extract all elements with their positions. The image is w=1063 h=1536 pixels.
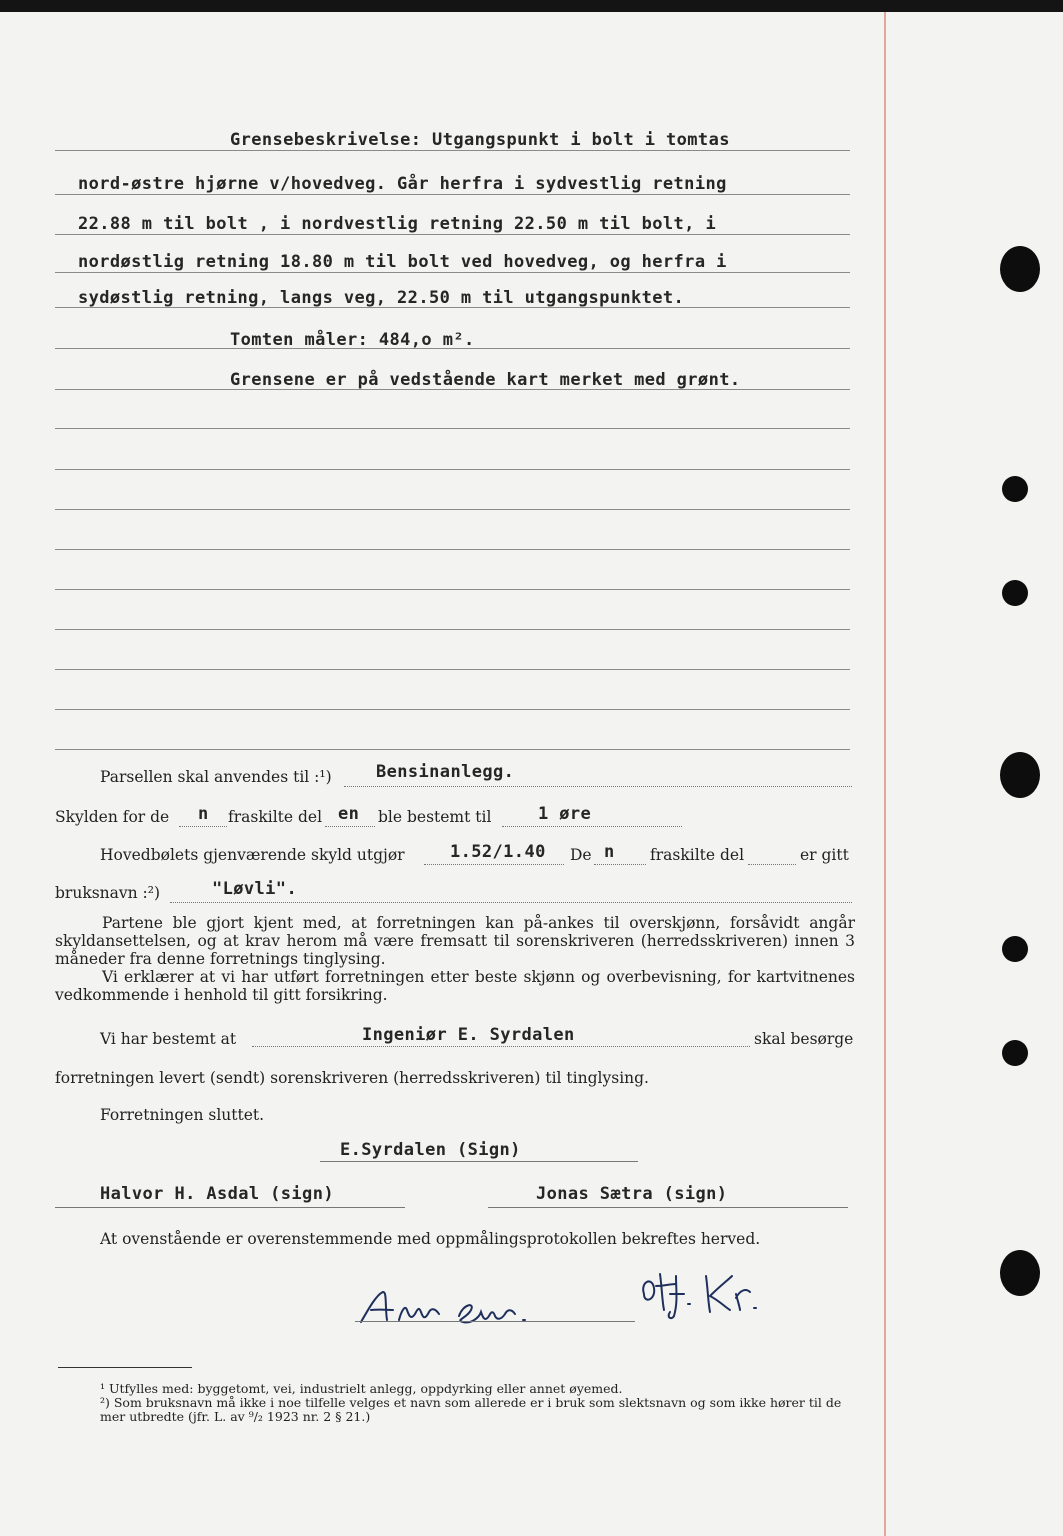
ruled-line [55, 629, 850, 630]
footnote-rule [58, 1367, 192, 1368]
hoved-label-3: fraskilte del [650, 846, 745, 864]
ruled-line [55, 709, 850, 710]
besorge-label-1: Vi har bestemt at [100, 1030, 237, 1048]
signature-right-line [488, 1207, 848, 1208]
hoved-label-4: er gitt [800, 846, 849, 864]
scan-top-border [0, 0, 1063, 12]
hoved-fill-1 [424, 864, 564, 865]
signature-main-line [320, 1161, 638, 1162]
hoved-value-2: n [604, 842, 615, 862]
punch-hole-4 [1000, 752, 1040, 798]
signature-left-line [55, 1207, 405, 1208]
besorge-line-2: forretningen levert (sendt) sorenskriveren (herredsskriveren) til tinglysing. [55, 1069, 649, 1087]
skyld-value-3: 1 øre [538, 804, 592, 824]
description-line-5: sydøstlig retning, langs veg, 22.50 m til utgangspunktet. [78, 288, 685, 308]
bruk-value: "Løvli". [212, 879, 298, 899]
footnotes [100, 1382, 860, 1424]
skyld-value-1: n [198, 804, 209, 824]
punch-hole-1 [1000, 246, 1040, 292]
besorge-label-2: skal besørge [754, 1030, 854, 1048]
skyld-label-3: ble bestemt til [378, 808, 492, 826]
certification-text: At ovenstående er overenstemmende med oppmålingsprotokollen bekreftes herved. [100, 1230, 761, 1248]
skyld-label-2: fraskilte del [228, 808, 323, 826]
description-line-4: nordøstlig retning 18.80 m til bolt ved hovedveg, og herfra i [78, 252, 727, 272]
signature-left: Halvor H. Asdal (sign) [100, 1184, 334, 1204]
punch-hole-5 [1002, 936, 1028, 962]
closing-text: Forretningen sluttet. [100, 1106, 265, 1124]
ruled-line [55, 150, 850, 151]
bruk-fill [170, 902, 852, 903]
ruled-line [55, 549, 850, 550]
footnote-1: ¹ Utfylles med: byggetomt, vei, industrielt anlegg, oppdyrking eller annet øyemed. [100, 1381, 623, 1396]
ruled-line [55, 194, 850, 195]
hoved-label-1: Hovedbølets gjenværende skyld utgjør [100, 846, 405, 864]
declaration-paragraph: Vi erklærer at vi har utført forretningen etter beste skjønn og overbevisning, for kartvitnenes vedkommende i henhold til gitt forsikring. [55, 968, 855, 1004]
skyld-fill-1 [179, 826, 227, 827]
use-label: Parsellen skal anvendes til :¹) [100, 768, 332, 786]
ruled-line [55, 428, 850, 429]
description-line-2: nord-østre hjørne v/hovedveg. Går herfra i sydvestlig retning [78, 174, 727, 194]
skyld-value-2: en [338, 804, 360, 824]
use-fill-line [344, 786, 852, 787]
footnote-2: ²) Som bruksnavn må ikke i noe tilfelle velges et navn som allerede er i bruk som slektsnavn og som ikke hører til de mer utbredte (jfr. L. av ⁹/₂ 1923 nr. 2 § 21.) [100, 1395, 842, 1424]
hoved-value-1: 1.52/1.40 [450, 842, 546, 862]
hoved-label-2: De [570, 846, 592, 864]
ruled-line [55, 234, 850, 235]
handwritten-signature-line [355, 1321, 635, 1322]
hoved-fill-2 [594, 864, 646, 865]
punch-hole-3 [1002, 580, 1028, 606]
description-line-1: Grensebeskrivelse: Utgangspunkt i bolt i tomtas [230, 130, 730, 150]
hoved-fill-3 [748, 864, 796, 865]
signature-right: Jonas Sætra (sign) [536, 1184, 728, 1204]
ruled-line [55, 749, 850, 750]
margin-rule [884, 12, 886, 1536]
ruled-line [55, 469, 850, 470]
use-value: Bensinanlegg. [376, 762, 515, 782]
handwritten-signature-2 [636, 1264, 776, 1324]
skyld-label-1: Skylden for de [55, 808, 170, 826]
ruled-line [55, 589, 850, 590]
besorge-value: Ingeniør E. Syrdalen [362, 1025, 575, 1045]
punch-hole-2 [1002, 476, 1028, 502]
ruled-line [55, 272, 850, 273]
legal-paragraphs [55, 914, 855, 1004]
handwritten-signature-1 [355, 1280, 545, 1330]
signature-main: E.Syrdalen (Sign) [340, 1140, 521, 1160]
besorge-fill [252, 1046, 750, 1047]
description-line-3: 22.88 m til bolt , i nordvestlig retning 22.50 m til bolt, i [78, 214, 717, 234]
ruled-line [55, 509, 850, 510]
appeal-paragraph: Partene ble gjort kjent med, at forretningen kan på-ankes til overskjønn, forsåvidt angår skyldansettelsen, og at krav herom må være fremsatt til sorenskriveren (herredsskriveren) innen 3 måneder fra denne forretnings tinglysing. [55, 914, 855, 968]
bruk-label: bruksnavn :²) [55, 884, 161, 902]
skyld-fill-3 [502, 826, 682, 827]
punch-hole-7 [1000, 1250, 1040, 1296]
skyld-fill-2 [325, 826, 375, 827]
map-note: Grensene er på vedstående kart merket med grønt. [230, 370, 741, 390]
ruled-line [55, 669, 850, 670]
punch-hole-6 [1002, 1040, 1028, 1066]
lot-area: Tomten måler: 484,o m². [230, 330, 475, 350]
